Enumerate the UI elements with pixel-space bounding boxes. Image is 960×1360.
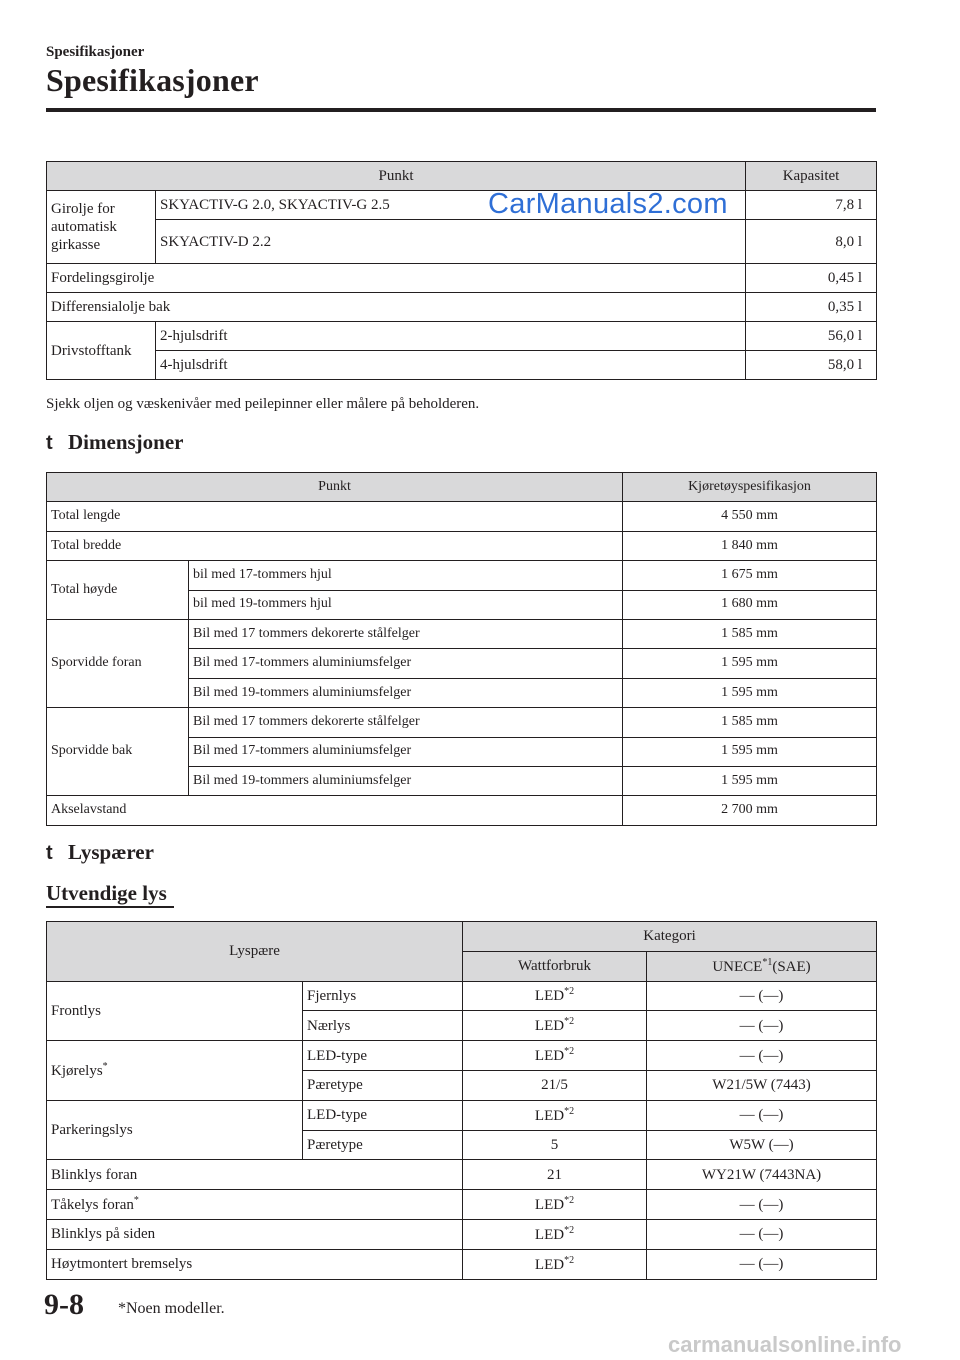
parking-type: Pæretype <box>303 1130 463 1160</box>
front-turn-label: Blinklys foran <box>47 1160 463 1190</box>
page-title: Spesifikasjoner <box>46 62 259 98</box>
capacity-head-capacity: Kapasitet <box>746 162 877 191</box>
fog-watt: LED$^{*2}$ <box>463 1190 647 1220</box>
rear-track-label: Sporvidde bak <box>47 708 189 796</box>
high-brake-watt: LED$^{*2}$ <box>463 1249 647 1279</box>
atf-variant: SKYACTIV-G 2.0, SKYACTIV-G 2.5 <box>156 191 746 220</box>
capacity-table <box>46 161 877 380</box>
parking-watt: LED$^{*2}$ <box>463 1100 647 1130</box>
transfer-oil-label: Fordelingsgirolje <box>47 264 746 293</box>
height-variant: bil med 17-tommers hjul <box>189 561 623 590</box>
capacity-head-item: Punkt <box>47 162 746 191</box>
side-turn-watt: LED$^{*2}$ <box>463 1219 647 1249</box>
dimensions-table <box>46 472 877 826</box>
section-marker-icon: t <box>46 842 53 864</box>
atf-variant: SKYACTIV-D 2.2 <box>156 220 746 264</box>
side-turn-label: Blinklys på siden <box>47 1219 463 1249</box>
unece-suffix: (SAE) <box>772 958 811 975</box>
parking-label: Parkeringslys <box>47 1100 303 1160</box>
exterior-lights-subtitle: Utvendige lys <box>46 881 167 905</box>
headlights-label: Frontlys <box>47 981 303 1041</box>
unece-text: UNECE <box>712 958 763 975</box>
length-value: 4 550 mm <box>623 502 877 531</box>
high-brake-unece: — (—) <box>647 1249 877 1279</box>
header-rule <box>46 108 876 112</box>
bulb-head-unece <box>647 951 877 981</box>
capacity-note: Sjekk oljen og væskenivåer med peilepinner eller målere på beholderen. <box>46 396 480 412</box>
height-value: 1 680 mm <box>623 590 877 619</box>
front-turn-watt: 21 <box>463 1160 647 1190</box>
height-label: Total høyde <box>47 561 189 620</box>
fuel-variant: 4-hjulsdrift <box>156 351 746 380</box>
front-turn-unece: WY21W (7443NA) <box>647 1160 877 1190</box>
dim-head-spec: Kjøretøyspesifikasjon <box>623 473 877 502</box>
dimensions-heading <box>46 430 183 455</box>
front-track-variant: Bil med 19-tommers aluminiumsfelger <box>189 678 623 707</box>
parking-unece: W5W (—) <box>647 1130 877 1160</box>
height-value: 1 675 mm <box>623 561 877 590</box>
rear-track-value: 1 595 mm <box>623 737 877 766</box>
atf-capacity: 8,0 l <box>746 220 877 264</box>
dim-head-item: Punkt <box>47 473 623 502</box>
rear-track-value: 1 585 mm <box>623 708 877 737</box>
fuel-tank-label: Drivstofftank <box>47 322 156 380</box>
side-turn-unece: — (—) <box>647 1219 877 1249</box>
front-track-variant: Bil med 17-tommers aluminiumsfelger <box>189 649 623 678</box>
drl-label: Kjørelys* <box>47 1041 303 1101</box>
drl-type: Pæretype <box>303 1070 463 1100</box>
rear-track-variant: Bil med 17 tommers dekorerte stålfelger <box>189 708 623 737</box>
front-track-value: 1 595 mm <box>623 649 877 678</box>
fuel-capacity: 58,0 l <box>746 351 877 380</box>
front-track-label: Sporvidde foran <box>47 619 189 707</box>
unece-sup: *1 <box>762 956 773 968</box>
front-track-value: 1 595 mm <box>623 678 877 707</box>
front-track-value: 1 585 mm <box>623 619 877 648</box>
bulb-head-name: Lyspære <box>47 922 463 982</box>
headlight-watt: LED$^{*2}$ <box>463 1011 647 1041</box>
fog-label: Tåkelys foran* <box>47 1190 463 1220</box>
wheelbase-label: Akselavstand <box>47 796 623 825</box>
page-number: 9-8 <box>44 1288 84 1321</box>
width-label: Total bredde <box>47 531 623 560</box>
rear-track-value: 1 595 mm <box>623 766 877 795</box>
fog-unece: — (—) <box>647 1190 877 1220</box>
headlight-watt: LED$^{*2}$ <box>463 981 647 1011</box>
parking-watt: 5 <box>463 1130 647 1160</box>
headlight-type: Fjernlys <box>303 981 463 1011</box>
diff-oil-label: Differensialolje bak <box>47 293 746 322</box>
parking-type: LED-type <box>303 1100 463 1130</box>
fuel-variant: 2-hjulsdrift <box>156 322 746 351</box>
bulbs-heading <box>46 840 154 865</box>
fuel-capacity: 56,0 l <box>746 322 877 351</box>
rear-track-variant: Bil med 19-tommers aluminiumsfelger <box>189 766 623 795</box>
high-brake-label: Høytmontert bremselys <box>47 1249 463 1279</box>
drl-watt: 21/5 <box>463 1070 647 1100</box>
drl-unece: W21/5W (7443) <box>647 1070 877 1100</box>
header-section-small: Spesifikasjoner <box>46 44 145 60</box>
width-value: 1 840 mm <box>623 531 877 560</box>
atf-label: Girolje for automatisk girkasse <box>47 191 156 264</box>
section-marker-icon: t <box>46 432 53 454</box>
dimensions-title: Dimensjoner <box>68 430 184 454</box>
atf-capacity: 7,8 l <box>746 191 877 220</box>
bulbs-table <box>46 921 877 1280</box>
headlight-unece: — (—) <box>647 1011 877 1041</box>
parking-unece: — (—) <box>647 1100 877 1130</box>
length-label: Total lengde <box>47 502 623 531</box>
front-track-variant: Bil med 17 tommers dekorerte stålfelger <box>189 619 623 648</box>
transfer-oil-capacity: 0,45 l <box>746 264 877 293</box>
rear-track-variant: Bil med 17-tommers aluminiumsfelger <box>189 737 623 766</box>
drl-unece: — (—) <box>647 1041 877 1071</box>
headlight-unece: — (—) <box>647 981 877 1011</box>
footnote: *Noen modeller. <box>118 1300 225 1317</box>
drl-watt: LED$^{*2}$ <box>463 1041 647 1071</box>
watermark-top: CarManuals2.com <box>488 188 728 220</box>
wheelbase-value: 2 700 mm <box>623 796 877 825</box>
diff-oil-capacity: 0,35 l <box>746 293 877 322</box>
headlight-type: Nærlys <box>303 1011 463 1041</box>
bulb-head-watt: Wattforbruk <box>463 951 647 981</box>
bulbs-title: Lyspærer <box>68 840 154 864</box>
bulb-head-category: Kategori <box>463 922 877 952</box>
subtitle-underline <box>46 906 174 908</box>
watermark-bottom: carmanualsonline.info <box>668 1332 902 1357</box>
drl-type: LED-type <box>303 1041 463 1071</box>
height-variant: bil med 19-tommers hjul <box>189 590 623 619</box>
